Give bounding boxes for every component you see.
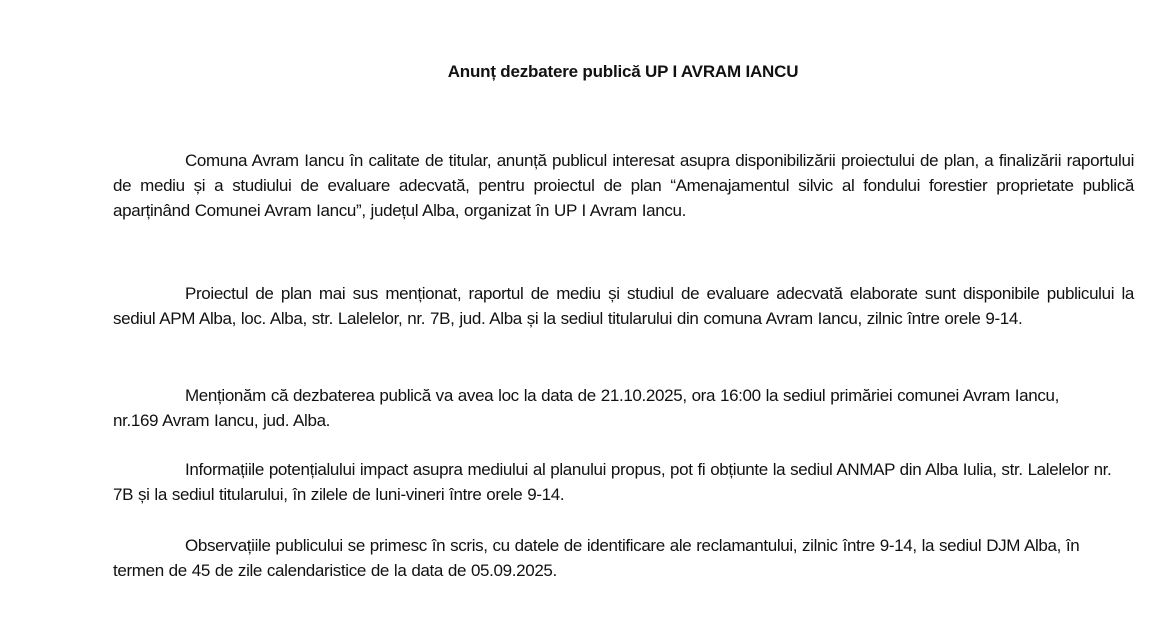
paragraph-observations: Observațiile publicului se primesc în scris, cu datele de identificare ale reclamantului, zilnic între 9-14, la sediul DJM Alba, în termen de 45 de zile calendaristice de la data de 05.09.2025. [113,536,1080,580]
paragraph-availability: Proiectul de plan mai sus menționat, raportul de mediu și studiul de evaluare adecvată elaborate sunt disponibile publicului la sediul APM Alba, loc. Alba, str. Lalelelor, nr. 7B, jud. Alba și la sediul titularului din comuna Avram Iancu, zilnic între orele 9-14. [113,284,1134,328]
paragraph-debate-date: Menționăm că dezbaterea publică va avea loc la data de 21.10.2025, ora 16:00 la sediul primăriei comunei Avram Iancu, nr.169 Avram Iancu, jud. Alba. [113,386,1060,430]
paragraph-announcement: Comuna Avram Iancu în calitate de titular, anunță publicul interesat asupra disponibilizării proiectului de plan, a finalizării raportului de mediu și a studiului de evaluare adecvată, pentru proiectul de plan “Amenajamentul silvic al fondului forestier proprietate publică aparținând Comunei Avram Iancu”, județul Alba, organizat în UP I Avram Iancu. [113,151,1134,220]
document-title: Anunț dezbatere publică UP I AVRAM IANCU [447,62,799,81]
paragraph-impact-info: Informațiile potențialului impact asupra mediului al planului propus, pot fi obțiunte la sediul ANMAP din Alba Iulia, str. Lalelelor nr. 7B și la sediul titularului, în zilele de luni-vineri între orele 9-14. [113,460,1112,504]
